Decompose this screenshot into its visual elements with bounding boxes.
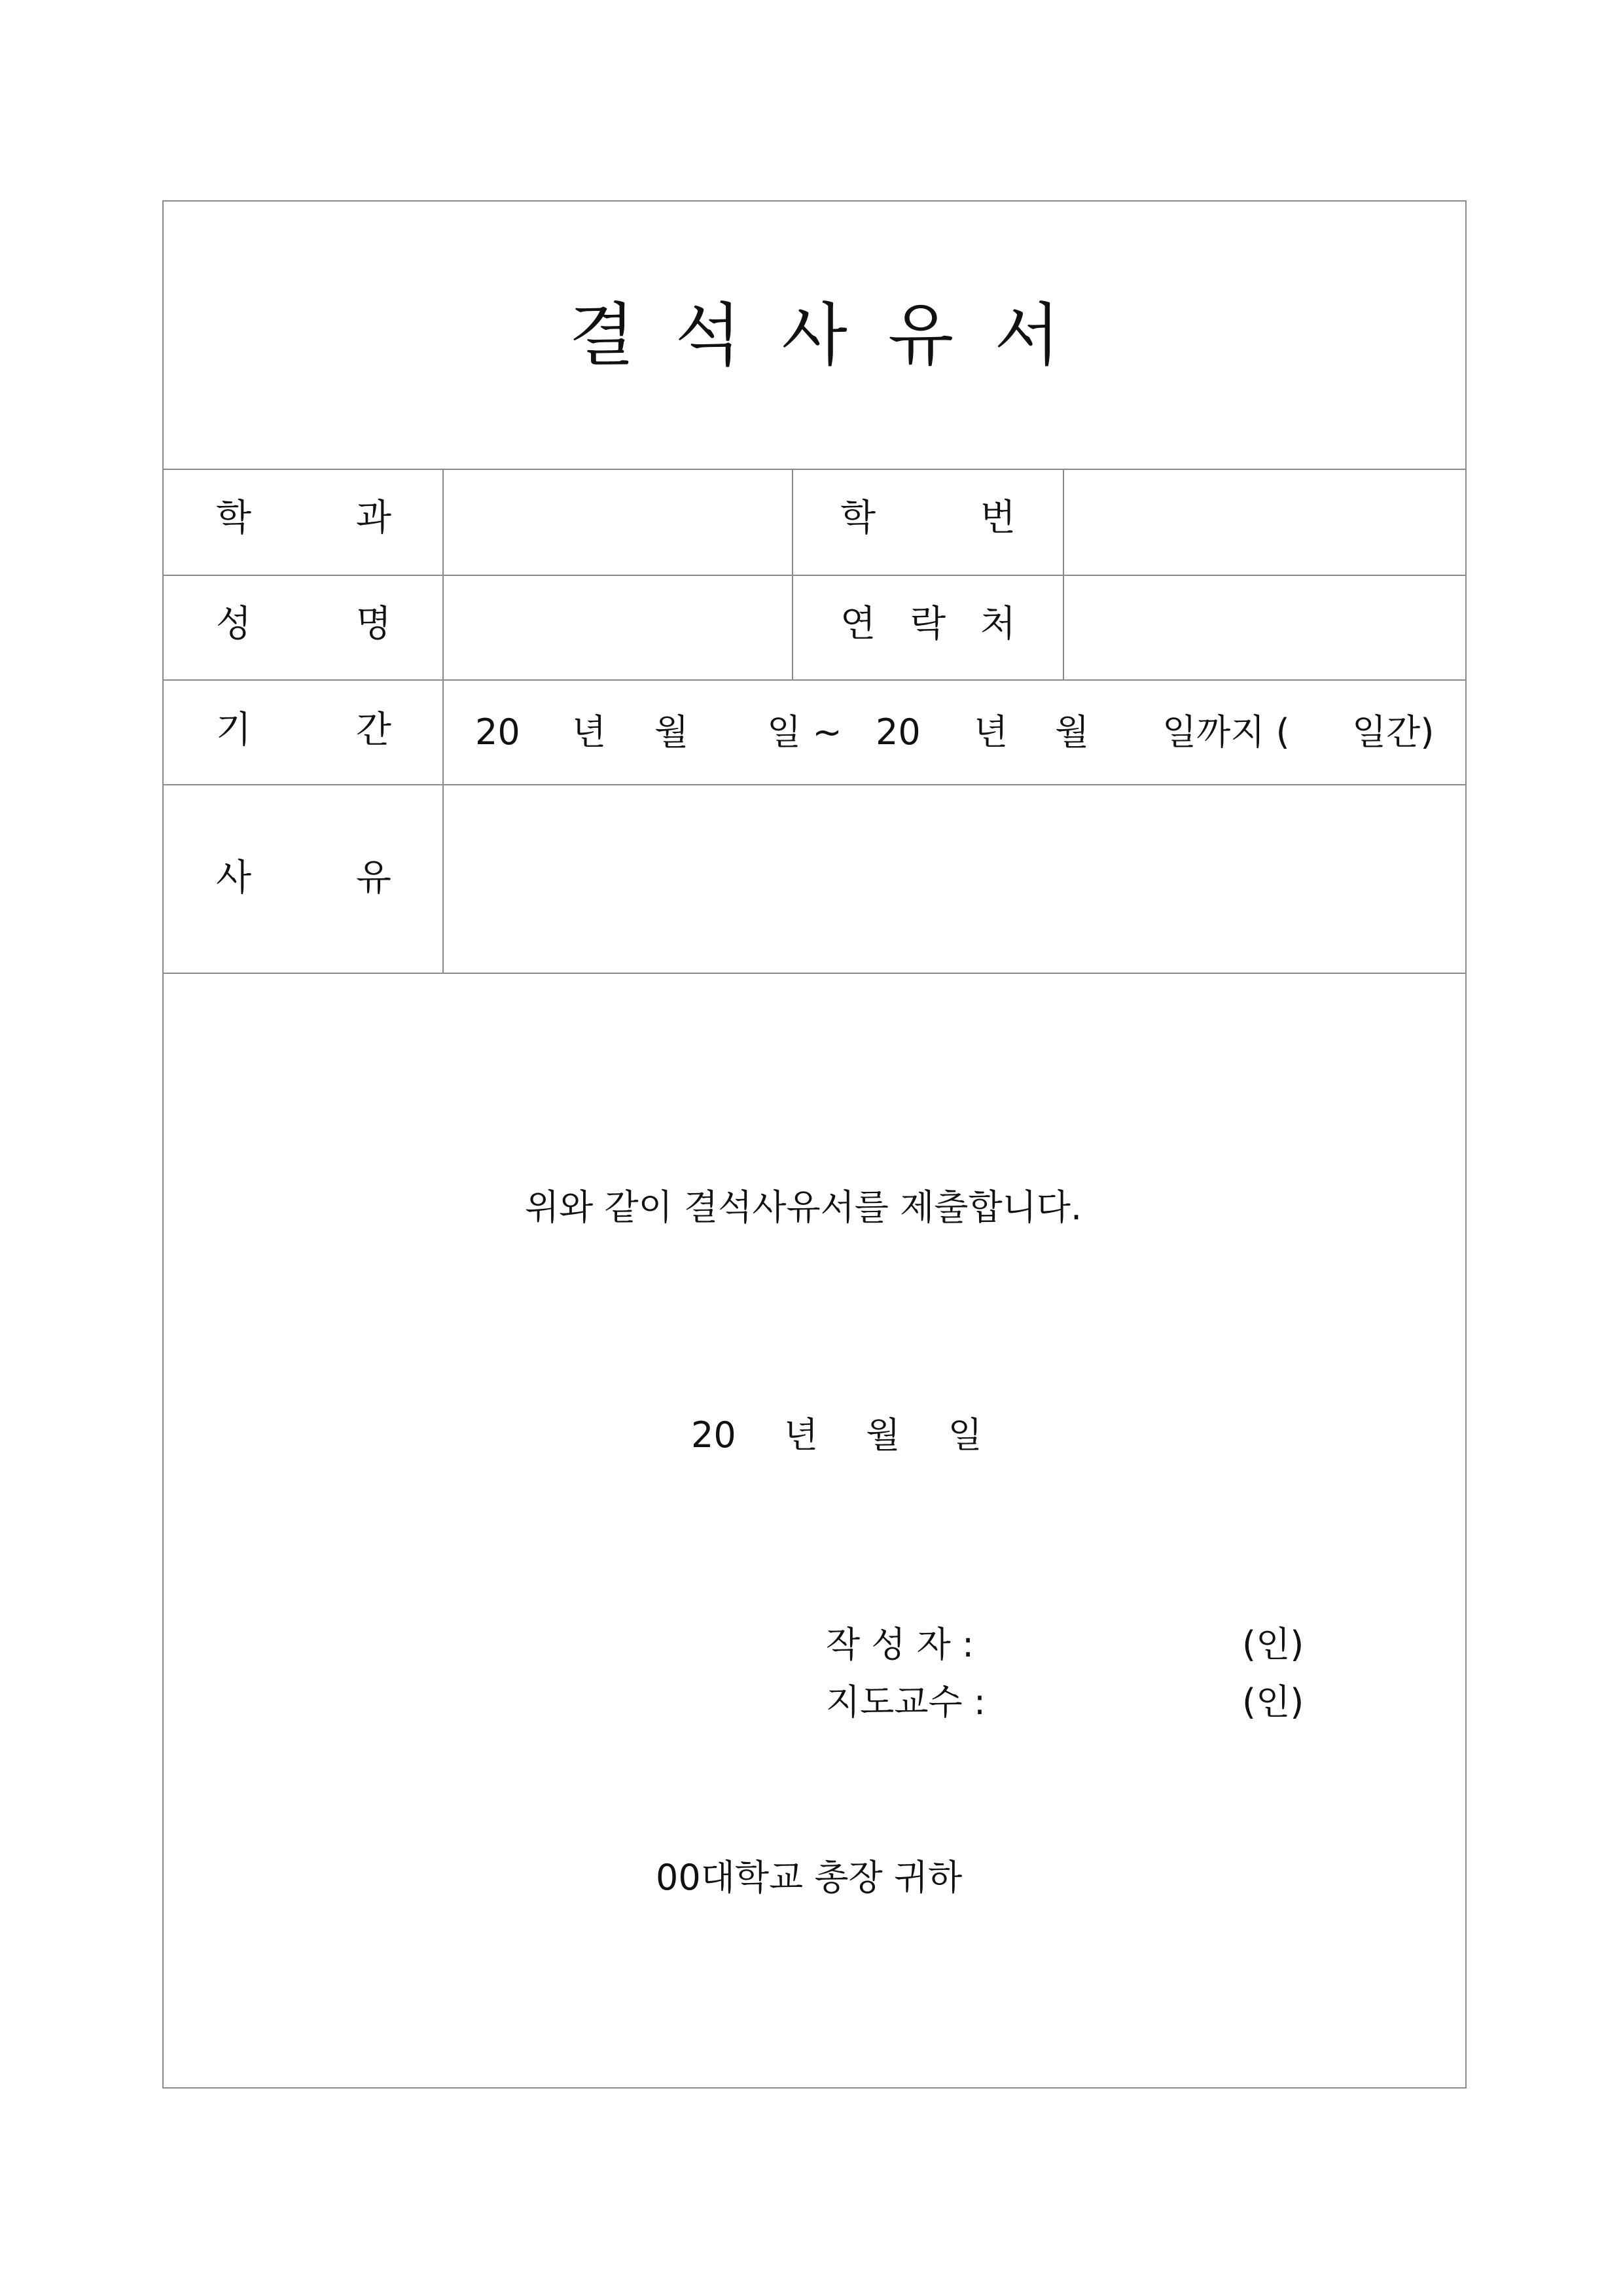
date-il: 일 [948,1414,982,1456]
label-char: 학 [216,497,252,539]
label-char: 간 [355,709,391,751]
contact-label [840,603,1016,645]
statement-text: 위와 같이 결석사유서를 제출합니다. [525,1187,1082,1228]
grid-line [1063,469,1064,679]
title-char: 서 [994,295,1060,375]
period-label [216,709,391,751]
grid-line [164,469,1465,470]
writer-label: 작 성 자 : [826,1624,974,1665]
period-nyeon-end: 년 [974,711,1008,753]
title-char: 석 [675,295,741,375]
period-value [444,681,1468,785]
label-char: 처 [980,603,1016,645]
period-wol-start: 월 [654,711,689,753]
period-ilkkaji: 일까지 ( [1162,711,1290,753]
reason-label [216,857,391,899]
advisor-label: 지도교수 : [826,1681,986,1723]
label-char: 명 [355,603,391,645]
name-label [216,603,391,645]
grid-line [164,973,1465,974]
period-year-end: 20 [876,711,921,753]
department-label [216,497,391,539]
date-line [691,1414,982,1456]
recipient-text: 00대학교 총장 귀하 [656,1857,963,1898]
label-char: 번 [980,497,1016,539]
label-char: 사 [216,857,252,899]
writer-seal: (인) [1242,1624,1304,1665]
period-wol-end: 월 [1055,711,1090,753]
student-id-label [840,497,1016,539]
advisor-seal: (인) [1242,1681,1304,1723]
period-ilgan: 일간) [1352,711,1435,753]
date-nyeon: 년 [783,1414,819,1456]
label-char: 과 [355,497,391,539]
label-char: 기 [216,709,252,751]
period-nyeon-start: 년 [572,711,607,753]
label-char: 연 [840,603,876,645]
label-char: 유 [355,857,391,899]
title-char: 유 [887,295,954,375]
period-il-tilde: 일 ~ [767,711,842,753]
label-char: 성 [216,603,252,645]
grid-line [792,469,793,679]
period-year-start: 20 [475,711,520,753]
title-char: 결 [569,295,635,375]
form-frame [162,200,1467,2089]
date-year: 20 [691,1414,736,1456]
label-char: 락 [910,603,946,645]
title-char: 사 [781,295,847,375]
label-char: 학 [840,497,876,539]
grid-line [164,575,1465,576]
date-wol: 월 [866,1414,901,1456]
form-title [164,202,1465,469]
